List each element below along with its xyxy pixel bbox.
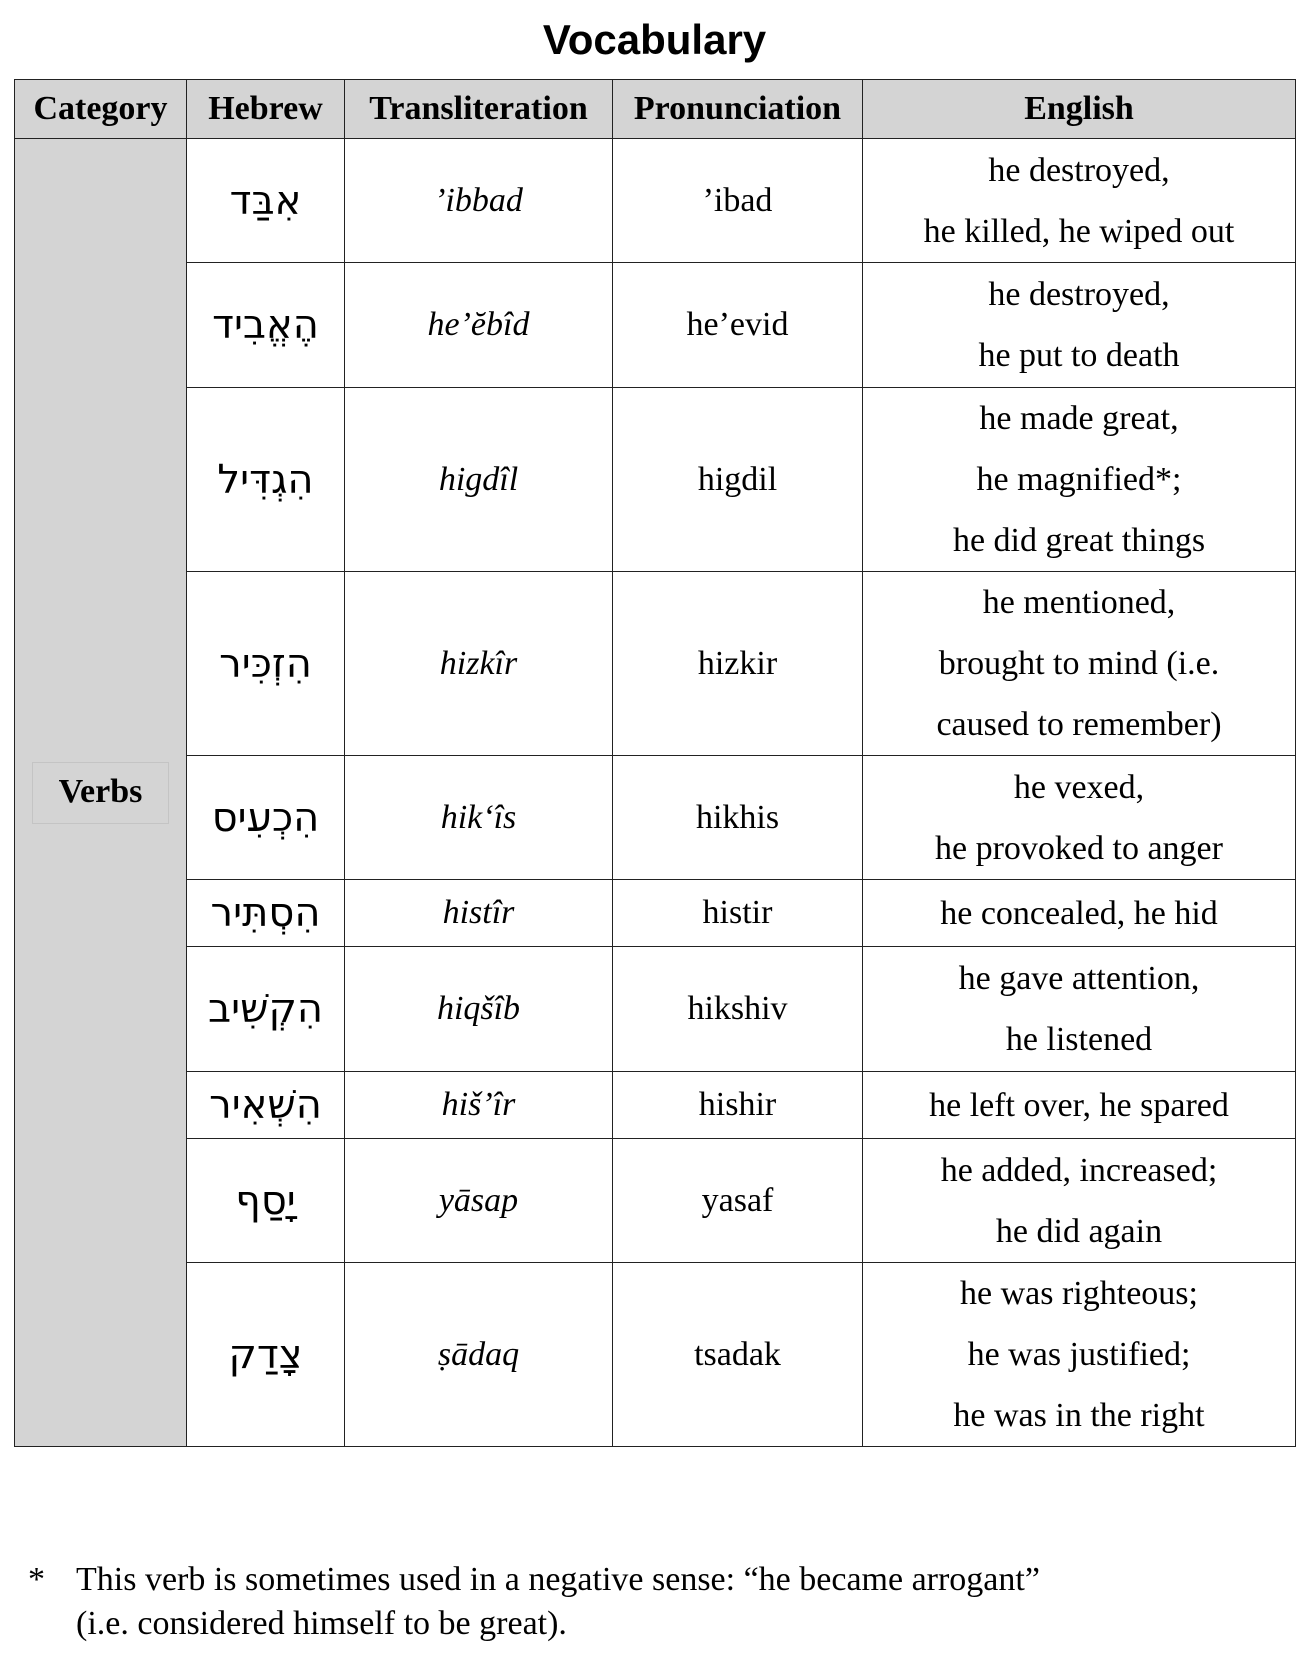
pronunciation-cell: hikhis	[613, 756, 863, 880]
english-cell	[863, 139, 1296, 263]
pronunciation-cell: hizkir	[613, 572, 863, 756]
pronunciation-cell: yasaf	[613, 1139, 863, 1263]
english-line: he listened	[1005, 1021, 1153, 1058]
vocabulary-table	[14, 79, 1296, 1447]
english-cell	[863, 756, 1296, 880]
english-line: he added, increased;	[940, 1151, 1218, 1189]
english-line: he was in the right	[953, 1397, 1205, 1434]
english-cell	[863, 947, 1296, 1072]
english-line: he put to death	[978, 337, 1180, 374]
transliteration-cell: hik‘îs	[345, 756, 613, 880]
english-line: he mentioned,	[982, 584, 1176, 621]
hebrew-cell: אִבַּד	[187, 139, 345, 263]
pronunciation-cell: hishir	[613, 1072, 863, 1139]
english-cell	[863, 572, 1296, 756]
transliteration-cell: hiqšîb	[345, 947, 613, 1072]
hebrew-cell: הִזְכִּיר	[187, 572, 345, 756]
english-cell	[863, 1139, 1296, 1263]
category-label: Verbs	[32, 762, 170, 824]
english-line: he vexed,	[1013, 768, 1145, 806]
table-header-row	[15, 80, 1296, 139]
table-body	[15, 139, 1296, 1447]
hebrew-cell: יָסַף	[187, 1139, 345, 1263]
hebrew-cell: צָדַק	[187, 1263, 345, 1447]
pronunciation-cell: ’ibad	[613, 139, 863, 263]
table-row	[15, 388, 1296, 572]
english-line: he provoked to anger	[935, 829, 1223, 867]
table-row	[15, 1263, 1296, 1447]
transliteration-cell: higdîl	[345, 388, 613, 572]
english-line: he made great,	[979, 400, 1179, 437]
column-header-category: Category	[15, 80, 187, 139]
english-line: brought to mind (i.e.	[938, 645, 1220, 682]
pronunciation-cell: he’evid	[613, 263, 863, 388]
english-cell	[863, 388, 1296, 572]
table-row	[15, 572, 1296, 756]
english-line: he was justified;	[967, 1336, 1191, 1373]
english-line: he killed, he wiped out	[923, 212, 1235, 250]
table-row	[15, 139, 1296, 263]
english-line: he concealed, he hid	[940, 894, 1218, 932]
pronunciation-cell: higdil	[613, 388, 863, 572]
table-row	[15, 880, 1296, 947]
table-row	[15, 1139, 1296, 1263]
table-row	[15, 756, 1296, 880]
footnote-line: This verb is sometimes used in a negative sense: “he became arrogant”	[76, 1561, 1040, 1598]
pronunciation-cell: histir	[613, 880, 863, 947]
column-header-hebrew: Hebrew	[187, 80, 345, 139]
transliteration-cell: ’ibbad	[345, 139, 613, 263]
transliteration-cell: ṣādaq	[345, 1263, 613, 1447]
table-row	[15, 263, 1296, 388]
hebrew-cell: הִסְתִּיר	[187, 880, 345, 947]
transliteration-cell: he’ĕbîd	[345, 263, 613, 388]
hebrew-cell: הִקְשִׁיב	[187, 947, 345, 1072]
footnote-line: (i.e. considered himself to be great).	[76, 1605, 567, 1642]
transliteration-cell: hizkîr	[345, 572, 613, 756]
pronunciation-cell: tsadak	[613, 1263, 863, 1447]
table-row	[15, 947, 1296, 1072]
transliteration-cell: yāsap	[345, 1139, 613, 1263]
hebrew-cell: הִכְעִיס	[187, 756, 345, 880]
page-title: Vocabulary	[542, 16, 767, 63]
column-header-pronunciation: Pronunciation	[613, 80, 863, 139]
english-line: caused to remember)	[936, 706, 1222, 743]
english-cell	[863, 263, 1296, 388]
pronunciation-cell: hikshiv	[613, 947, 863, 1072]
english-line: he magnified*;	[976, 461, 1182, 498]
english-line: he left over, he spared	[929, 1086, 1229, 1124]
table-row	[15, 1072, 1296, 1139]
english-cell	[863, 1263, 1296, 1447]
hebrew-cell: הִגְדִּיל	[187, 388, 345, 572]
category-cell	[15, 139, 187, 1447]
transliteration-cell: histîr	[345, 880, 613, 947]
english-line: he destroyed,	[988, 276, 1170, 313]
hebrew-cell: הִשְׁאִיר	[187, 1072, 345, 1139]
english-line: he destroyed,	[988, 151, 1170, 189]
english-line: he did again	[995, 1212, 1163, 1250]
hebrew-cell: הֶאֱבִיד	[187, 263, 345, 388]
english-line: he gave attention,	[958, 960, 1200, 997]
footnote	[28, 1558, 1276, 1646]
footnote-mark: *	[28, 1561, 45, 1598]
english-cell	[863, 1072, 1296, 1139]
english-line: he did great things	[952, 522, 1206, 559]
column-header-transliteration: Transliteration	[345, 80, 613, 139]
english-line: he was righteous;	[960, 1275, 1198, 1312]
transliteration-cell: hiš’îr	[345, 1072, 613, 1139]
english-cell	[863, 880, 1296, 947]
column-header-english: English	[863, 80, 1296, 139]
